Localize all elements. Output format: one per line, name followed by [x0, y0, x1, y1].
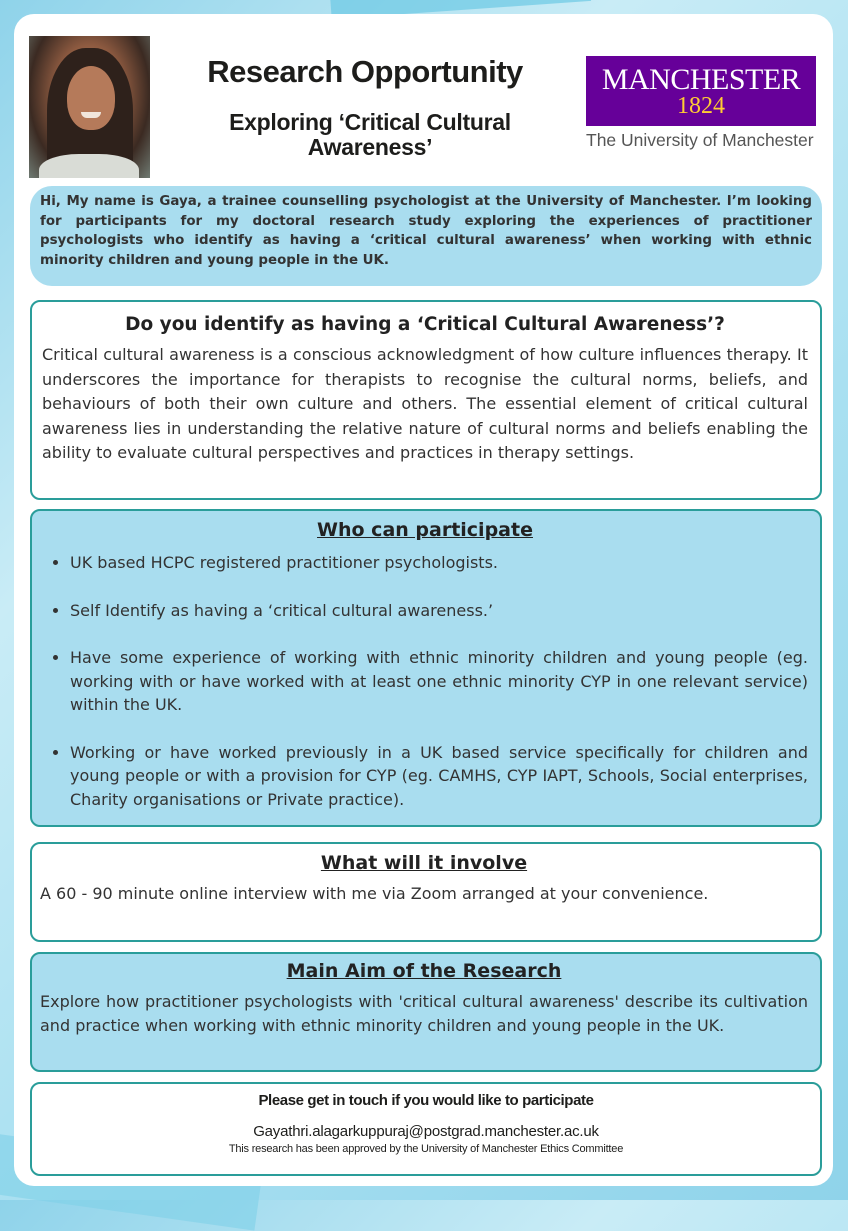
- contact-cta: Please get in touch if you would like to participate: [258, 1092, 594, 1109]
- list-item: • Self Identify as having a ‘critical cultural awareness.’: [70, 599, 808, 623]
- list-item: • UK based HCPC registered practitioner psychologists.: [70, 551, 808, 575]
- photo-face: [67, 66, 115, 130]
- university-logo: [586, 56, 816, 126]
- participate-list: [42, 551, 808, 811]
- photo-smile: [81, 112, 101, 118]
- participate-section: [30, 509, 822, 827]
- intro-text: Hi, My name is Gaya, a trainee counselling psychologist at the University of Manchester. I’m looking for participants for my doctoral research study exploring the experiences of practitioner psychologists who identify as having a ‘critical cultural awareness’ when working with ethnic minority children and young people in the UK.: [40, 194, 812, 268]
- involve-heading: What will it involve: [320, 852, 528, 874]
- cca-heading: Do you identify as having a ‘Critical Cultural Awareness’?: [125, 314, 725, 335]
- contact-email[interactable]: Gayathri.alagarkuppuraj@postgrad.manchester.ac.uk: [253, 1123, 599, 1140]
- involve-section: [30, 842, 822, 942]
- involve-body: A 60 - 90 minute online interview with me via Zoom arranged at your convenience.: [40, 884, 709, 903]
- contact-section: [30, 1082, 822, 1176]
- logo-caption: The University of Manchester: [586, 130, 814, 150]
- ethics-note: This research has been approved by the University of Manchester Ethics Committee: [228, 1143, 624, 1155]
- aim-body: Explore how practitioner psychologists with 'critical cultural awareness' describe its cultivation and practice when working with ethnic minority children and young people in the UK.: [40, 992, 808, 1035]
- cca-section: [30, 300, 822, 500]
- list-item: • Working or have worked previously in a UK based service specifically for children and young people or with a provision for CYP (eg. CAMHS, CYP IAPT, Schools, Social enterprises, Charity organisations or Private practice).: [70, 741, 808, 812]
- aim-heading: Main Aim of the Research: [286, 960, 562, 982]
- list-item: • Have some experience of working with ethnic minority children and young people (eg. working with or have worked with at least one ethnic minority CYP in one relevant service) within the UK.: [70, 646, 808, 717]
- photo-shirt: [39, 154, 139, 178]
- logo-wordmark: MANCHESTER: [601, 63, 801, 96]
- cca-body: Critical cultural awareness is a conscious acknowledgment of how culture influences therapy. It underscores the importance for therapists to recognise the cultural norms, beliefs, and behaviours of both their own culture and others. The essential element of critical cultural awareness lies in understanding the relative nature of cultural norms and beliefs enabling the ability to evaluate cultural perspectives and practices in therapy settings.: [42, 345, 808, 462]
- logo-year: 1824: [677, 93, 725, 119]
- intro-panel: [30, 186, 822, 286]
- page-title: Research Opportunity: [207, 54, 523, 89]
- page-subtitle: Exploring ‘Critical Cultural Awareness’: [229, 109, 511, 160]
- participate-heading: Who can participate: [317, 519, 533, 541]
- researcher-photo: [29, 36, 150, 178]
- aim-section: [30, 952, 822, 1072]
